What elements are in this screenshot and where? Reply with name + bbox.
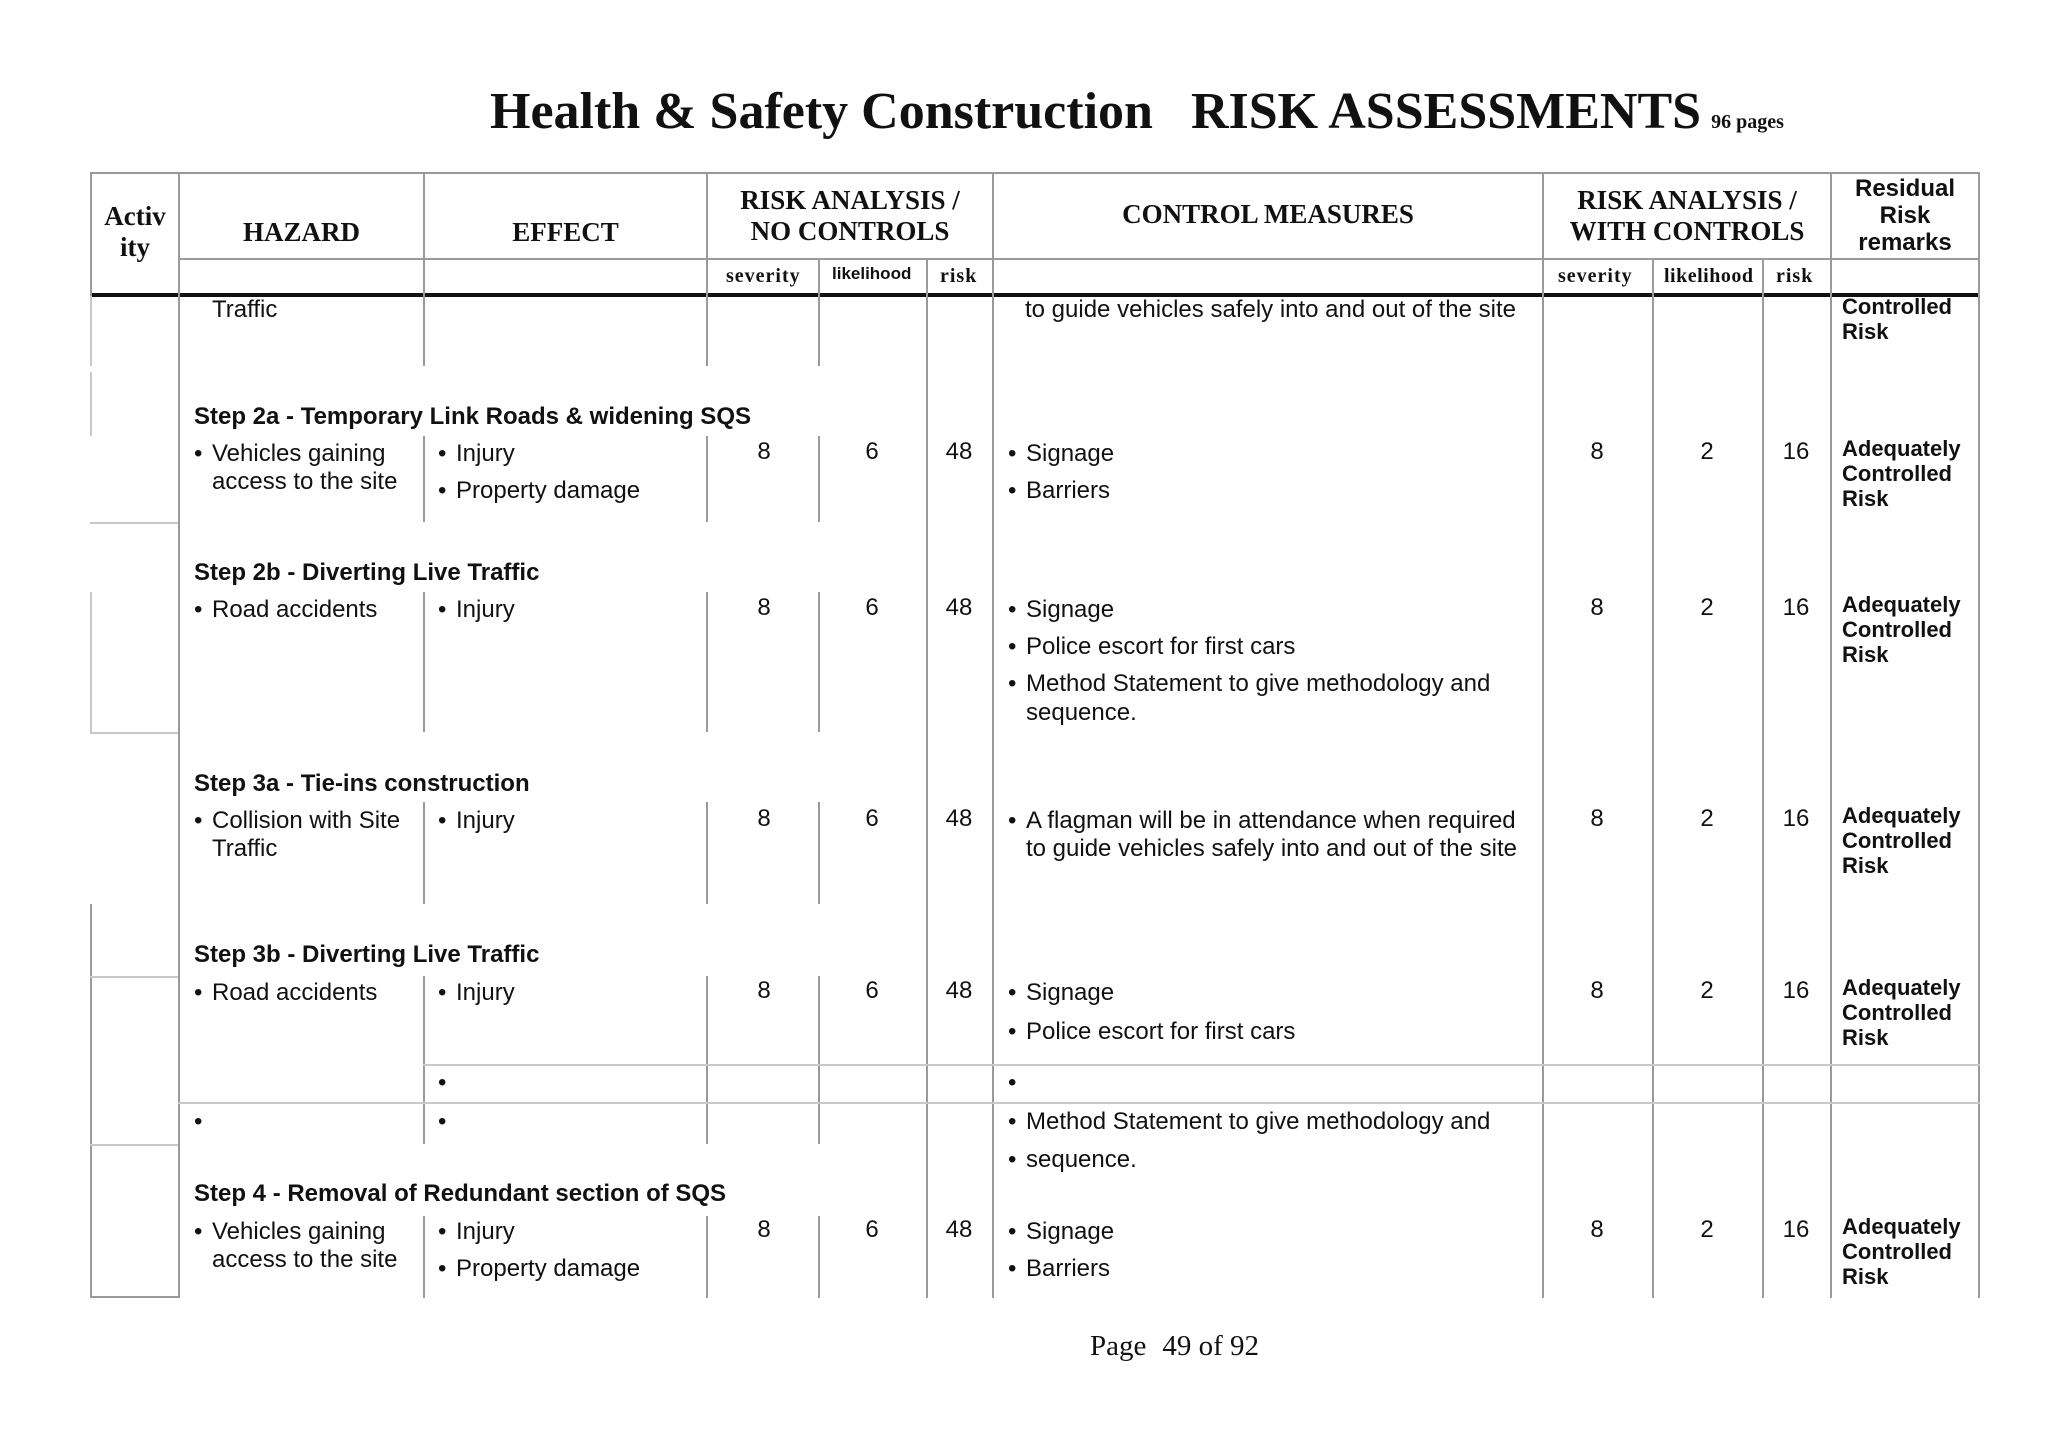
risk-value: 16	[1782, 438, 1810, 465]
risk-value: 48	[945, 594, 973, 621]
page-title	[490, 82, 1784, 141]
column-divider	[423, 296, 425, 366]
step-title: Step 3b - Diverting Live Traffic	[194, 941, 540, 968]
residual-remark: Adequately Controlled Risk	[1842, 975, 1961, 1050]
column-divider	[423, 1216, 425, 1298]
effect-item: • Property damage	[438, 1255, 640, 1283]
control-item-cont: to guide vehicles safely into and out of the site	[1026, 835, 1517, 862]
page-value: 49 of 92	[1162, 1330, 1260, 1362]
header-risk-with-controls: RISK ANALYSIS / WITH CONTROLS	[1569, 185, 1805, 246]
column-divider	[706, 1216, 708, 1298]
control-item: • Method Statement to give methodology and	[1008, 670, 1490, 698]
column-divider	[90, 296, 92, 366]
severity-value: 8	[757, 594, 771, 621]
column-divider	[926, 296, 928, 1298]
residual-remark: Adequately Controlled Risk	[1842, 803, 1961, 878]
risk-value: 16	[1782, 1216, 1810, 1243]
column-divider	[90, 904, 92, 1298]
likelihood-value: 2	[1700, 805, 1714, 832]
control-item: • sequence.	[1008, 1146, 1137, 1174]
likelihood-value: 2	[1700, 1216, 1714, 1243]
header-residual-remarks: Residual Risk remarks	[1854, 175, 1956, 256]
severity-value: 8	[1590, 1216, 1604, 1243]
column-divider	[818, 1216, 820, 1298]
hazard-item: • Road accidents	[194, 979, 377, 1007]
carryover-control: to guide vehicles safely into and out of the site	[1025, 296, 1516, 323]
likelihood-value: 6	[865, 1216, 879, 1243]
column-divider	[818, 802, 820, 904]
hazard-item-cont: access to the site	[212, 1246, 398, 1273]
column-divider	[1762, 296, 1764, 1298]
table-top-border	[90, 172, 1980, 174]
row-divider	[423, 1064, 1980, 1066]
step-title: Step 3a - Tie-ins construction	[194, 770, 530, 797]
header-likelihood: likelihood	[1664, 265, 1754, 287]
likelihood-value: 2	[1700, 438, 1714, 465]
severity-value: 8	[1590, 438, 1604, 465]
table-bottom-border	[90, 1296, 180, 1298]
control-item: • Barriers	[1008, 477, 1110, 505]
step-title: Step 4 - Removal of Redundant section of SQS	[194, 1180, 727, 1207]
control-item: • Barriers	[1008, 1255, 1110, 1283]
empty-bullet	[194, 1108, 212, 1136]
effect-item: • Injury	[438, 807, 515, 835]
row-divider	[90, 976, 178, 978]
control-item: • A flagman will be in attendance when required	[1008, 807, 1516, 835]
likelihood-value: 6	[865, 977, 879, 1004]
severity-value: 8	[757, 977, 771, 1004]
header-hazard: HAZARD	[242, 217, 360, 247]
header-divider	[992, 172, 994, 296]
hazard-item: • Collision with Site	[194, 807, 400, 835]
severity-value: 8	[1590, 977, 1604, 1004]
risk-value: 16	[1782, 594, 1810, 621]
header-activity: Activ ity	[104, 201, 166, 262]
control-item: • Signage	[1008, 596, 1114, 624]
risk-value: 48	[945, 805, 973, 832]
effect-item: • Injury	[438, 440, 515, 468]
control-item: • Method Statement to give methodology and	[1008, 1108, 1490, 1136]
control-item: • Police escort for first cars	[1008, 633, 1295, 661]
column-divider	[706, 976, 708, 1144]
row-divider	[90, 522, 178, 524]
column-divider	[178, 296, 180, 1298]
page-number	[1090, 1330, 1259, 1363]
column-divider	[706, 802, 708, 904]
header-divider	[926, 258, 928, 296]
page-label: Page	[1090, 1330, 1147, 1362]
likelihood-value: 6	[865, 594, 879, 621]
column-divider	[423, 976, 425, 1144]
column-divider	[1830, 296, 1832, 1298]
column-divider	[818, 296, 820, 366]
column-divider	[818, 976, 820, 1144]
title-main: Health & Safety Construction	[490, 83, 1153, 140]
column-divider	[818, 436, 820, 522]
control-item: • Police escort for first cars	[1008, 1018, 1295, 1046]
hazard-item: • Vehicles gaining	[194, 440, 385, 468]
carryover-remark: Controlled Risk	[1842, 294, 1952, 344]
column-divider	[423, 802, 425, 904]
severity-value: 8	[1590, 594, 1604, 621]
header-divider	[1978, 172, 1980, 296]
hazard-item: • Vehicles gaining	[194, 1218, 385, 1246]
header-control-measures: CONTROL MEASURES	[1122, 199, 1414, 229]
header-likelihood: likelihood	[832, 264, 912, 283]
empty-bullet	[438, 1069, 456, 1097]
title-pages: 96 pages	[1711, 111, 1784, 133]
step-title: Step 2b - Diverting Live Traffic	[194, 559, 540, 586]
hazard-item-cont: access to the site	[212, 468, 398, 495]
effect-item: • Injury	[438, 979, 515, 1007]
effect-item: • Property damage	[438, 477, 640, 505]
header-divider	[1652, 258, 1654, 296]
risk-value: 48	[945, 1216, 973, 1243]
row-divider	[178, 1102, 1980, 1104]
column-divider	[423, 436, 425, 522]
severity-value: 8	[757, 805, 771, 832]
control-item: • Signage	[1008, 1218, 1114, 1246]
row-divider	[90, 1144, 178, 1146]
hazard-item: • Road accidents	[194, 596, 377, 624]
header-divider	[818, 258, 820, 296]
column-divider	[706, 436, 708, 522]
column-divider	[423, 592, 425, 732]
column-divider	[706, 296, 708, 366]
column-divider	[90, 592, 92, 732]
column-divider	[90, 372, 92, 436]
column-divider	[1978, 296, 1980, 1298]
column-divider	[1542, 296, 1544, 1298]
header-risk: risk	[1776, 265, 1814, 287]
header-mid-line	[178, 258, 1980, 260]
header-effect: EFFECT	[512, 217, 619, 247]
control-item: • Signage	[1008, 440, 1114, 468]
header-risk-no-controls: RISK ANALYSIS / NO CONTROLS	[740, 185, 960, 246]
likelihood-value: 6	[865, 805, 879, 832]
likelihood-value: 2	[1700, 977, 1714, 1004]
risk-value: 48	[945, 977, 973, 1004]
header-severity: severity	[726, 265, 801, 287]
residual-remark: Adequately Controlled Risk	[1842, 1214, 1961, 1289]
control-item: • Signage	[1008, 979, 1114, 1007]
severity-value: 8	[757, 438, 771, 465]
header-risk: risk	[940, 265, 978, 287]
header-severity: severity	[1558, 265, 1633, 287]
likelihood-value: 2	[1700, 594, 1714, 621]
effect-item: • Injury	[438, 596, 515, 624]
risk-value: 16	[1782, 805, 1810, 832]
control-item-cont: sequence.	[1026, 699, 1137, 726]
likelihood-value: 6	[865, 438, 879, 465]
column-divider	[818, 592, 820, 732]
severity-value: 8	[757, 1216, 771, 1243]
residual-remark: Adequately Controlled Risk	[1842, 436, 1961, 511]
severity-value: 8	[1590, 805, 1604, 832]
row-divider	[90, 732, 178, 734]
title-sub: RISK ASSESSMENTS	[1190, 83, 1702, 140]
risk-value: 48	[945, 438, 973, 465]
step-title: Step 2a - Temporary Link Roads & widening SQS	[194, 403, 751, 430]
column-divider	[706, 592, 708, 732]
column-divider	[992, 296, 994, 1298]
empty-bullet	[438, 1108, 456, 1136]
hazard-item-cont: Traffic	[212, 835, 278, 862]
residual-remark: Adequately Controlled Risk	[1842, 592, 1961, 667]
effect-item: • Injury	[438, 1218, 515, 1246]
empty-bullet	[1008, 1069, 1026, 1097]
carryover-hazard: Traffic	[212, 296, 278, 323]
header-divider	[1762, 258, 1764, 296]
risk-value: 16	[1782, 977, 1810, 1004]
column-divider	[1652, 296, 1654, 1298]
